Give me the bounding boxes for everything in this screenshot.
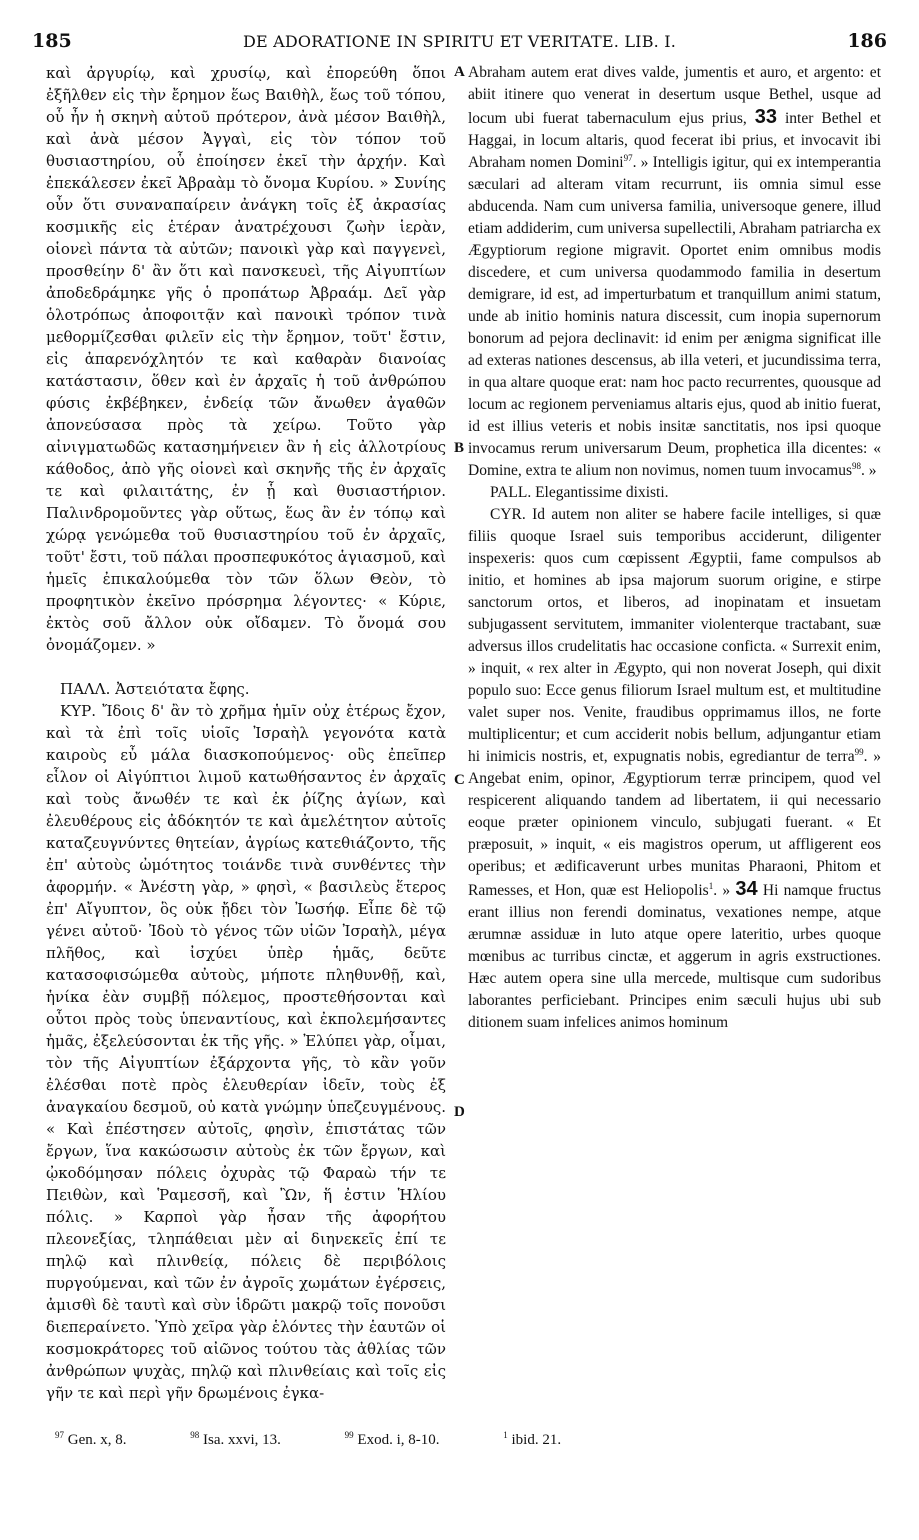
footnote-text: Isa. xxvi, 13.: [203, 1432, 281, 1448]
running-title: DE ADORATIONE IN SPIRITU ET VERITATE. LIB. I.: [242, 32, 677, 51]
latin-paragraph-1: [468, 62, 881, 482]
greek-paragraph-pall: ΠΑΛΛ. Ἀστειότατα ἔφης.: [60, 680, 250, 698]
footnote-text: Gen. x, 8.: [67, 1432, 127, 1448]
margin-letter-c: C: [454, 772, 465, 788]
footnote-ref-1: 1: [708, 880, 714, 891]
margin-letter-b: B: [454, 440, 465, 456]
running-header: [32, 30, 887, 54]
footnote-number: 1: [503, 1430, 508, 1440]
footnote-text: Exod. i, 8-10.: [357, 1432, 440, 1448]
footnote: [55, 1432, 157, 1448]
margin-letter-a: A: [454, 64, 465, 80]
footnote-number: 98: [190, 1430, 200, 1440]
footnote: [190, 1432, 311, 1448]
latin-text: . » Intelligis igitur, qui ex intemperantia sæculari ad alteram vitam recurrunt, iis omnia simul esse abducenda. Nam cum universa familia, universoque genere, illud etiam addiderim, cum universa supellectili, Abraham patriarcha ex Ægyptiorum regione migravit. Oportet enim omnibus modis discedere, et cum universa quodammodo familia in desertum demigrare, id est, ad imperturbatum et tranquillum animi statum, unde ab initio hominis natura discessit, cum inopia supernorum bonorum ad pejora declinavit: id enim per ænigma significat ille ad exteras nationes descensus, ab illa veteri, et jucundissima terra, in qua altare quoque erat: nam hoc pacto recurrentes, quousque ad locum ac regionem perveniamus altaris ejus, quod ab initio fuerat, id est illius veteris et nobis insitæ sanctitatis, nos ipsi quoque invocamus rerum universarum Deum, prophetica illa dicentes: « Domine, extra te alium non novimus, nomen tuum invocamus: [468, 154, 881, 479]
footnote-number: 99: [344, 1430, 354, 1440]
column-number-33: 33: [754, 106, 778, 128]
latin-text: Hi namque fructus erant illius non ferendi dominatus, vexationes nempe, atque ærumnæ assiduæ in luto atque opere lateritio, urbes quoque mœnibus ac turribus cinctæ, et aggerum in agris exstructiones. Hæc autem opera sine ulla mercede, multisque cum sudoribus laborantes perficiebant. Principes enim sæculi hujus ubi sub ditionem suam infelices animos hominum: [468, 882, 882, 1031]
column-number-34: 34: [735, 878, 758, 900]
page-number-right: 186: [847, 30, 887, 52]
footnote: [345, 1432, 470, 1448]
footnotes: [55, 1432, 859, 1449]
greek-paragraph-cyr: ΚΥΡ. Ἴδοις δ' ἂν τὸ χρῆμα ἡμῖν οὐχ ἑτέρως ἔχον, καὶ τὰ ἐπὶ τοῖς υἱοῖς Ἰσραὴλ γεγονότα κατὰ καιροὺς εὖ μάλα διασκοπούμενος· οὓς ἐπεῖπερ εἷλον οἱ Αἰγύπτιοι λιμοῦ κατωθήσαντος ἐν ἀρχαῖς καὶ τοὺς ἄνωθέν τε καὶ ἐκ ῥίζης ἁγίων, καὶ ἐλευθέρους εἰς ἀδόκητόν τε καὶ ἀμελέτητον αὐτοῖς καταζευγνύντες θητείαν, ἀγρίως κατεθιάζοντο, τῆς ἐπ' αὐτοὺς ὠμότητος τοιάνδε τινὰ συνθέντες τὴν ἀφορμήν. « Ἀνέστη γὰρ, » φησὶ, « βασιλεὺς ἕτερος ἐπ' Αἴγυπτον, ὃς οὐκ ᾔδει τὸν Ἰωσήφ. Εἶπε δὲ τῷ γένει αὐτοῦ· Ἰδοὺ τὸ γένος τῶν υἱῶν Ἰσραὴλ, μέγα πλῆθος, καὶ ἰσχύει ὑπὲρ ἡμᾶς, δεῦτε κατασοφισώμεθα αὐτοὺς, μήποτε πληθυνθῇ, καὶ, ἡνίκα ἐὰν συμβῇ πόλεμος, προστεθήσονται καὶ οὗτοι πρὸς τοὺς ὑπεναντίους, καὶ ἐκπολεμήσαντες ἡμᾶς, ἐξελεύσονται ἐκ τῆς γῆς. » Ἐλύπει γὰρ, οἶμαι, τὸν τῆς Αἰγυπτίων ἐξάρχοντα γῆς, τὸ κἂν γοῦν ἐλέσθαι ποτὲ πρὸς ἐλευθερίαν ἰδεῖν, τοὺς ἐξ ἀναγκαίου δεσμοῦ, οὐ κατὰ γνώμην ὑπεζευγμένους. « Καὶ ἐπέστησεν αὐτοῖς, φησὶν, ἐπιστάτας τῶν ἔργων, ἵνα κακώσωσιν αὐτοὺς ἐκ τῶν ἔργων, καὶ ᾠκοδόμησαν πόλεις ὀχυρὰς τῷ Φαραὼ τήν τε Πειθὼν, καὶ Ῥαμεσσῆ, καὶ Ὢν, ἥ ἐστιν Ἡλίου πόλις. » Καρποὶ γὰρ ἦσαν τῆς ἀφορήτου πλεονεξίας, τληπάθειαι μὲν αἱ διηνεκεῖς ἐπί τε πηλῷ καὶ πλινθείᾳ, πόλεις δὲ περιβόλοις πυργούμεναι, καὶ τῶν ἐν ἀγροῖς χωμάτων ἐγέρσεις, ἀμισθὶ δὲ ταυτὶ καὶ σὺν ἱδρῶτι μακρῷ τοῖς πονοῦσι διεπεραίνετο. Ὑπὸ χεῖρα γὰρ ἑλόντες τὴν ἑαυτῶν οἱ κοσμοκράτορες τοῦ αἰῶνος τούτου τὰς ἀθλίας τῶν ἀνθρώπων ψυχὰς, πηλῷ καὶ πλινθείαις καὶ τοῖς εἰς γῆν τε καὶ περὶ γῆν δρωμένοις ἐγκα-: [46, 702, 446, 1402]
latin-text: . »: [713, 882, 731, 899]
footnote-ref-98: 98: [852, 460, 861, 471]
latin-text: . » Angebat enim, opinor, Ægyptiorum terræ principem, quod vel respicerent aliquando tandem ad libertatem, ii qui necessario eoque præter opinionem vinculo, subjugati fuerant. « Et præposuit, » inquit, « eis magistros operum, ut affligerent eos operibus; et ædificaverunt urbes munitas Pharaoni, Phitom et Ramesses, et Hon, quæ est Heliopolis: [468, 748, 881, 899]
latin-column: [468, 62, 881, 1034]
latin-paragraph-pall: PALL. Elegantissime dixisti.: [490, 484, 669, 501]
footnote-ref-97: 97: [623, 152, 633, 163]
page-number-left: 185: [32, 30, 72, 52]
latin-text: CYR. Id autem non aliter se habere facile intelliges, si quæ filiis quoque Israel suis temporibus acciderunt, diligenter inspexeris: quos cum cœpissent Ægyptii, fame compulsos ab initio, et homines ab ipsa majorum suorum origine, e stirpe sanctorum ortos, et liberos, ad inopinatam et insuetam subjugassent servitutem, immaniter violenterque tractabant, suæ adversus illos crudelitatis hac occasione conficta. « Surrexit enim, » inquit, « rex alter in Ægypto, qui non noverat Joseph, qui dixit populo suo: Ecce genus filiorum Israel multum est, et multitudine valet super nos. Venite, fraudibus opprimamus illos, ne forte multiplicentur; et cum acciderit nobis bellum, adjungantur etiam hi inimicis nostris, et, expugnatis nobis, egrediantur de terra: [468, 506, 881, 765]
margin-letter-d: D: [454, 1104, 465, 1120]
greek-paragraph-1: καὶ ἀργυρίῳ, καὶ χρυσίῳ, καὶ ἐπορεύθη ὅποι ἐξῆλθεν εἰς τὴν ἔρημον ἕως Βαιθὴλ, ἕως τοῦ τόπου, οὗ ἦν ἡ σκηνὴ αὐτοῦ πρότερον, ἀνὰ μέσον Βαιθὴλ, καὶ ἀνὰ μέσον Ἀγγαὶ, εἰς τὸν τόπον τοῦ θυσιαστηρίου, οὗ ἐποίησεν ἐκεῖ τὴν ἀρχήν. Καὶ ἐπεκάλεσεν ἐκεῖ Ἀβραὰμ τὸ ὄνομα Κυρίου. » Συνίης οὖν ὅτι συναναπαίρειν ἀνάγκη τοῖς ἐξ ἀκρασίας κοσμικῆς εἰς ἑτέραν ἀνατρέχουσι ζωὴν ἱερὰν, οἱονεὶ πάντα τὰ αὐτῶν; πανοικὶ γὰρ καὶ παγγενεὶ, προσθείην δ' ἂν ὅτι καὶ πανσκευεὶ, τῆς Αἰγυπτίων ἀποδεδράμηκε γῆς ὁ προπάτωρ Ἀβραάμ. Δεῖ γὰρ ὁλοτρόπως ἀποφοιτᾷν καὶ πανοικὶ τρόπον τινὰ μεθορμίζεσθαι φιλεῖν εἰς τὴν ἔρημον, τοῦτ' ἔστιν, εἰς ἀπαρενόχλητόν τε καὶ καθαρὰν διανοίας κατάστασιν, ὅθεν καὶ ἐν ἀρχαῖς ἡ τοῦ ἀνθρώπου φύσις ἐκβέβηκεν, ἐνδείᾳ τῶν ἄνωθεν ἀγαθῶν ἀπονεύσασα πρὸς τὰ χείρω. Τοῦτο γὰρ αἰνιγματωδῶς κατασημήνειεν ἂν ἡ εἰς ἀλλοτρίους κάθοδος, ἀπὸ γῆς οἱονεὶ καὶ σκηνῆς τῆς ἐν ἀρχαῖς τε καὶ φιλαιτάτης, ἐν ᾗ καὶ θυσιαστήριον. Παλινδρομοῦντες γὰρ οὕτως, ἕως ἂν ἐν τόπῳ καὶ χώρᾳ γενώμεθα τοῦ θυσιαστηρίου τοῦ ἐν ἀρχαῖς, τοῦτ' ἔστι, τοῦ πάλαι προσπεφυκότος ἁγιασμοῦ, καὶ ἡμεῖς ἐπικαλούμεθα τὸν τῶν ὅλων Θεὸν, τὸ προφητικὸν ἐκεῖνο πρόσρημα λέγοντες· « Κύριε, ἐκτὸς σοῦ ἄλλον οὐκ οἴδαμεν. Τὸ ὄνομά σου ὀνομάζομεν. »: [46, 64, 446, 654]
latin-text: . »: [861, 462, 877, 479]
latin-text: inter Bethel et Haggai, in locum altaris, quod fecerat ibi prius, et invocavit ibi Abraham nomen Domini: [468, 110, 882, 171]
footnote: [503, 1432, 591, 1448]
footnote-ref-99: 99: [854, 746, 864, 757]
footnote-number: 97: [55, 1430, 64, 1440]
latin-paragraph-cyr: [468, 504, 881, 1034]
latin-text: Abraham autem erat dives valde, jumentis et auro, et argento: et abiit itinere quo venerat in desertum usque Bethel, usque ad locum ubi fuerat tabernaculum ejus prius,: [468, 64, 881, 127]
footnote-text: ibid. 21.: [511, 1432, 562, 1448]
greek-column: [46, 62, 446, 1404]
